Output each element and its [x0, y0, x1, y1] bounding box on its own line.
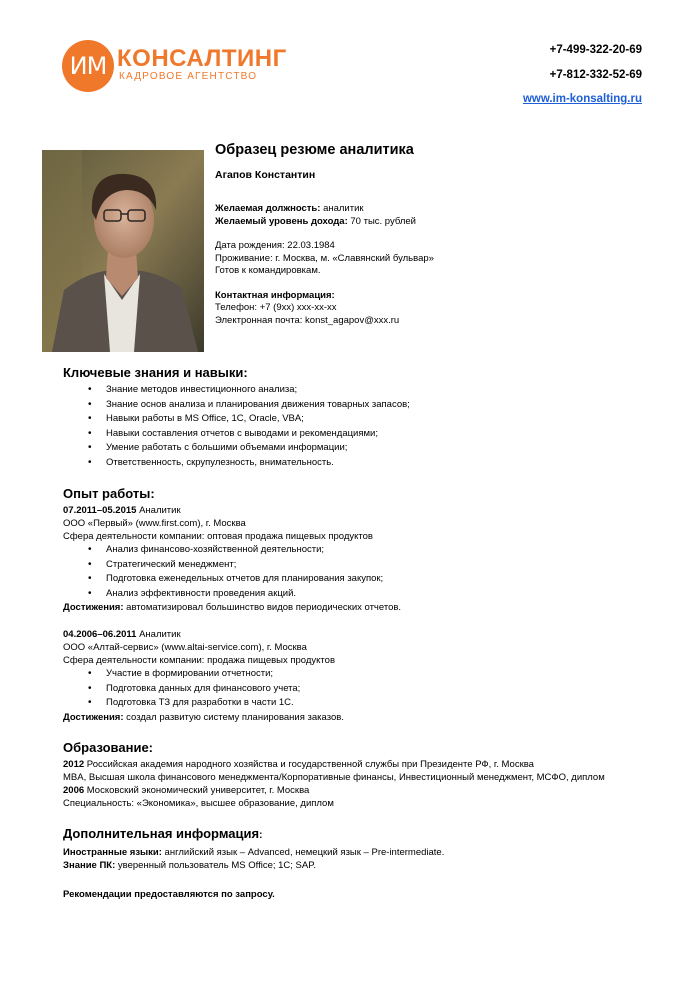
job-period-dates: 04.2006–06.2011 [63, 629, 137, 640]
job-achievements [63, 601, 663, 614]
desired-income [215, 216, 655, 229]
residence: Проживание: г. Москва, м. «Славянский бульвар» [215, 252, 434, 264]
list-item: • Подготовка еженедельных отчетов для планирования закупок; [88, 572, 663, 587]
resume-body [63, 365, 663, 901]
education-text: Специальность: «Экономика», высшее образование, диплом [63, 797, 334, 809]
desired-position [215, 203, 655, 216]
list-item: • Анализ финансово-хозяйственной деятельности; [88, 543, 663, 558]
resume-title: Образец резюме аналитика [215, 142, 414, 158]
agency-contacts [523, 43, 642, 117]
achievements-value: создал развитую систему планирования заказов. [123, 711, 344, 723]
pc-skills-label: Знание ПК: [63, 859, 116, 871]
candidate-phone: Телефон: +7 (9xx) xxx-xx-xx [215, 302, 337, 313]
desired-income-value: 70 тыс. рублей [347, 215, 416, 227]
pc-skills [63, 859, 663, 872]
list-item: • Знание методов инвестиционного анализа; [88, 383, 663, 398]
list-item: • Умение работать с большими объемами информации; [88, 441, 663, 456]
list-item: • Подготовка ТЗ для разработки в части 1С. [88, 696, 663, 711]
job-duties [63, 667, 663, 711]
candidate-email: Электронная почта: konst_agapov@xxx.ru [215, 314, 400, 326]
candidate-photo [42, 150, 204, 352]
job-company: ООО «Первый» (www.first.com), г. Москва [63, 518, 246, 529]
job-period [63, 504, 663, 517]
education-item [63, 797, 663, 810]
experience-heading: Опыт работы: [63, 486, 155, 501]
logo-name: КОНСАЛТИНГ [117, 45, 287, 72]
languages-label: Иностранные языки: [63, 846, 162, 858]
list-item: • Подготовка данных для финансового учета; [88, 682, 663, 697]
list-item: • Стратегический менеджмент; [88, 558, 663, 573]
languages-value: английский язык – Advanced, немецкий язык – Pre-intermediate. [161, 846, 445, 858]
job-achievements [63, 711, 663, 724]
contact-heading: Контактная информация: [215, 289, 335, 301]
desired-position-label: Желаемая должность: [215, 203, 321, 214]
skills-list [63, 383, 663, 470]
job-period [63, 628, 663, 641]
additional-heading-text: Дополнительная информация [63, 825, 260, 841]
achievements-label: Достижения: [63, 711, 124, 723]
list-item: • Ответственность, скрупулезность, внимательность. [88, 456, 663, 471]
job-role: Аналитик [136, 629, 181, 640]
candidate-name: Агапов Константин [215, 169, 316, 181]
desired-position-value: аналитик [320, 203, 364, 214]
resume-header [215, 141, 655, 327]
education-text: Российская академия народного хозяйства и государственной службы при Президенте РФ, г. Москва [84, 758, 534, 770]
education-heading: Образование: [63, 739, 154, 755]
education-text: Московский экономический университет, г. Москва [84, 784, 310, 796]
additional-heading [63, 826, 663, 844]
list-item: • Навыки составления отчетов с выводами и рекомендациями; [88, 427, 663, 442]
education-item [63, 771, 663, 784]
achievements-label: Достижения: [63, 602, 124, 613]
agency-website-link[interactable]: www.im-konsalting.ru [522, 93, 642, 105]
job-company: ООО «Алтай-сервис» (www.altai-service.com), г. Москва [63, 642, 307, 653]
education-item [63, 784, 663, 797]
recommendations-note: Рекомендации предоставляются по запросу. [63, 888, 275, 900]
job-duties [63, 543, 663, 601]
logo-mark: ИМ [62, 40, 114, 92]
travel-readiness: Готов к командировкам. [215, 265, 321, 276]
job-role: Аналитик [136, 505, 181, 516]
languages [63, 846, 663, 859]
education-text: MBA, Высшая школа финансового менеджмента/Корпоративные финансы, Инвестиционный менеджмент, МСФО, диплом [63, 771, 605, 783]
list-item: • Навыки работы в MS Office, 1C, Oracle, VBA; [88, 412, 663, 427]
pc-skills-value: уверенный пользователь MS Office; 1С; SAP. [115, 859, 316, 871]
job-sphere: Сфера деятельности компании: продажа пищевых продуктов [63, 655, 336, 666]
job-period-dates: 07.2011–05.2015 [63, 505, 137, 516]
education-item [63, 758, 663, 771]
job-sphere: Сфера деятельности компании: оптовая продажа пищевых продуктов [63, 531, 373, 542]
agency-phone-1: +7-499-322-20-69 [549, 44, 642, 56]
education-year: 2006 [63, 784, 85, 796]
skills-heading: Ключевые знания и навыки: [63, 365, 248, 380]
additional-heading-colon: : [259, 829, 263, 841]
list-item: • Участие в формировании отчетности; [88, 667, 663, 682]
list-item: • Знание основ анализа и планирования движения товарных запасов; [88, 398, 663, 413]
achievements-value: автоматизировал большинство видов периодических отчетов. [123, 602, 402, 613]
education-year: 2012 [63, 758, 85, 770]
desired-income-label: Желаемый уровень дохода: [215, 215, 348, 227]
logo-subtitle: КАДРОВОЕ АГЕНТСТВО [119, 71, 258, 82]
birth-date: Дата рождения: 22.03.1984 [215, 240, 335, 251]
list-item: • Анализ эффективности проведения акций. [88, 587, 663, 602]
agency-phone-2: +7-812-332-52-69 [549, 68, 642, 81]
